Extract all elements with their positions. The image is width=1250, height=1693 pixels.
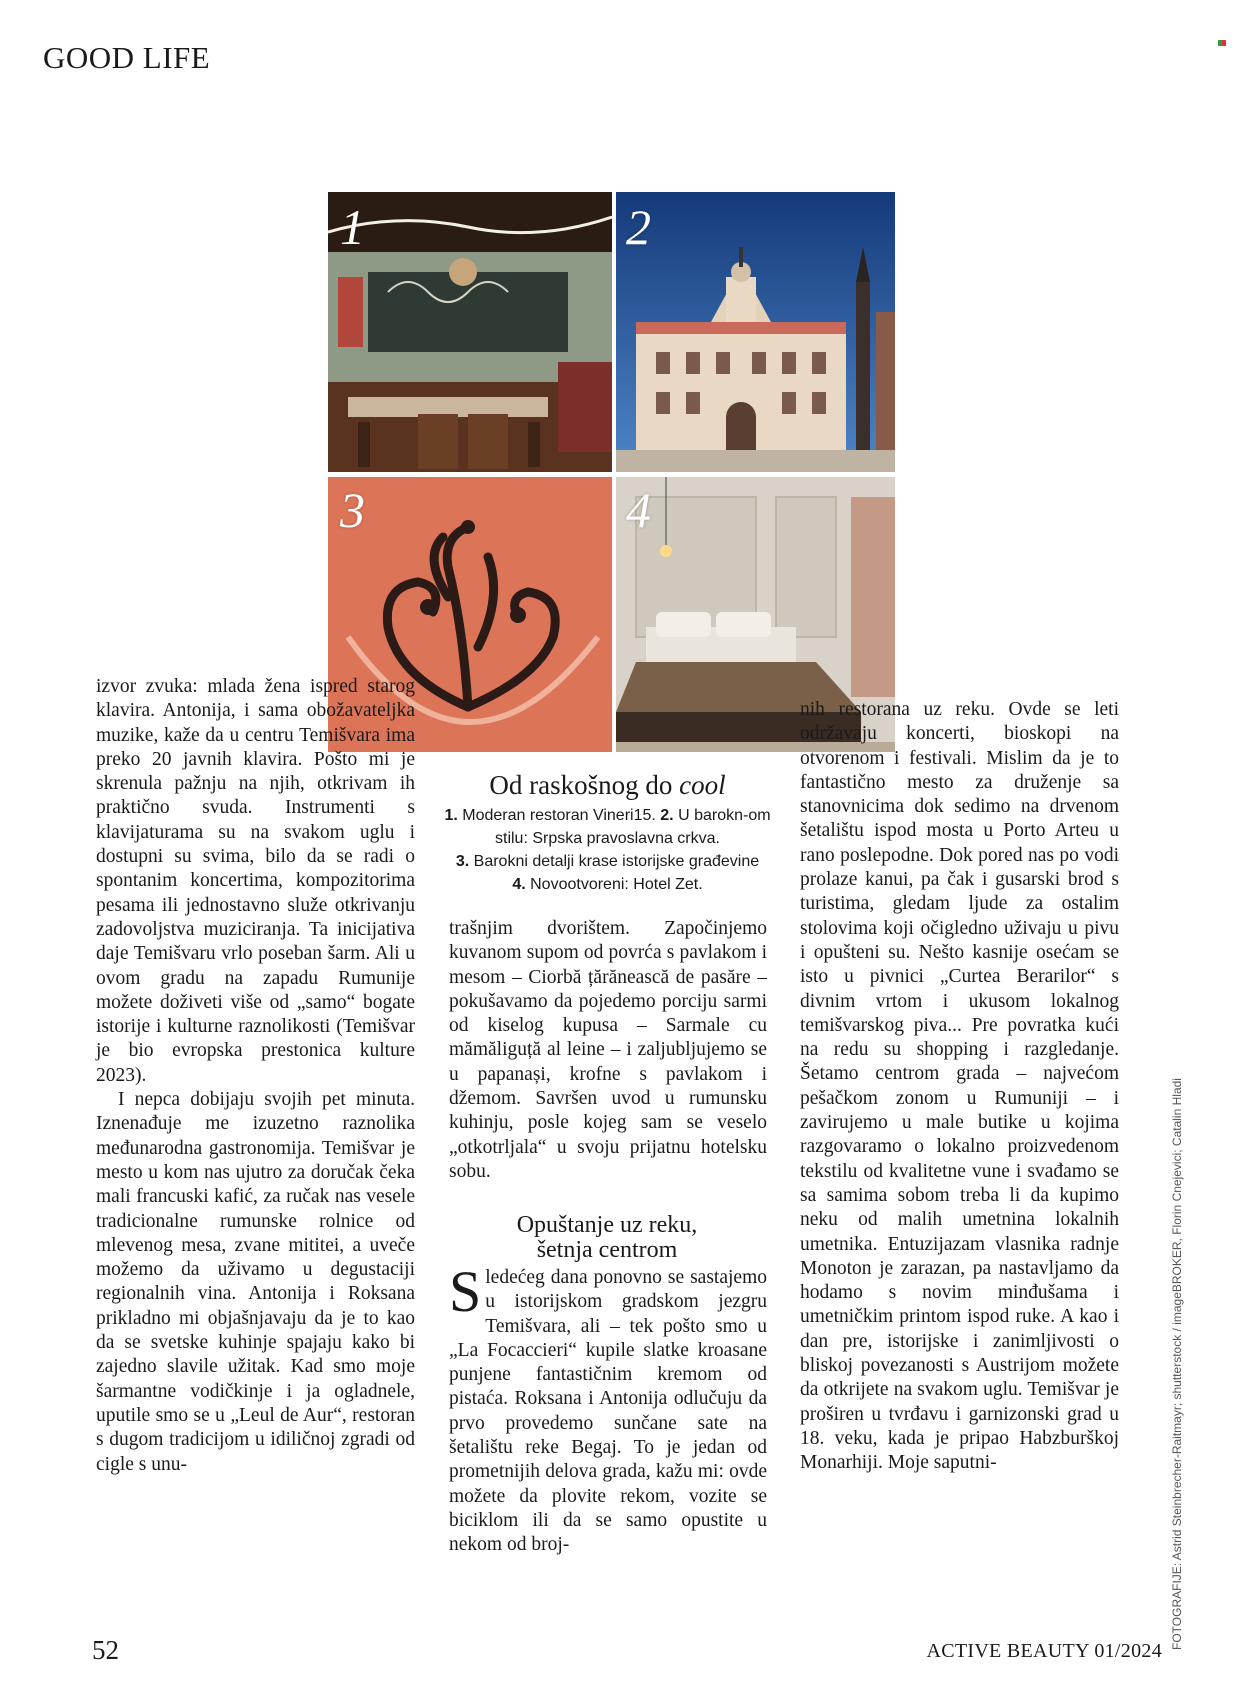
article-paragraph: I nepca dobijaju svojih pet minuta. Iznenađuje me izuzetno raznolika međunarodna gastronomija. Temišvar je mesto u kom nas ujutro za doručak čeka mali francuski kafić, za ručak nas vesele tradicionalne rumunske rolnice od mlevenog mesa, zvane mititei, a uveče možemo da uživamo u degustaciji regionalnih vina. Antonija i Roksana prikladno mi objašnjavaju da je to kao da se svetske kuhinje spajaju kako bi zajedno slavile užitak. Kad smo moje šarmantne vodičkinje i ja ogladnele, uputile smo se u „Leul de Aur“, restoran s dugom tradicijom u idiličnoj zgradi od cigle s unu- — [96, 1089, 415, 1475]
orthodox-church-photo — [616, 192, 895, 472]
photo-restaurant — [328, 192, 612, 472]
article-column-1 — [96, 675, 415, 1477]
photo-church — [616, 192, 895, 472]
photo-number: 2 — [626, 199, 651, 255]
article-subhead: Opuštanje uz reku, šetnja centrom — [516, 1212, 698, 1263]
corner-mark-icon — [1218, 33, 1227, 39]
drop-cap: S — [449, 1259, 482, 1324]
article-column-2 — [449, 917, 767, 1184]
photo-caption — [435, 770, 780, 896]
article-column-3 — [800, 698, 1119, 1476]
article-paragraph: izvor zvuka: mlada žena ispred starog klavira. Antonija, i sama obožavateljka muzike, kaže da u centru Temišvara ima preko 20 javnih klavira. Pošto mi je skrenula pažnju na njih, otkrivam ih praktično svuda. Instrumenti s klavijaturama su na svakom uglu i dostupni su svima, bilo da se radi o spontanim koncertima, kompozitorima pesama ili jednostavno služe otkrivanju zadovoljstva muziciranja. Ta inicijativa daje Temišvaru vrlo poseban šarm. Ali u ovom gradu na zapadu Rumunije možete doživeti više od „samo“ bogate istorije i kulturne raznolikosti (Temišvar je bio evropska prestonica kulture 2023). — [96, 676, 415, 1086]
article-paragraph: trašnjim dvorištem. Započinjemo kuvanom supom od povrća s pavlakom i mesom – Ciorbă țărănească de pasăre – pokušavamo da pojedemo porciju sarmi od kiselog kupusa – Sarmale cu mămăliguță al leine – i zaljubljujemo se u papanași, krofne s pavlakom i džemom. Savršen uvod u rumunsku kuhinju, posle kojeg sam se veselo „otkotrljala“ u svoju prijatnu hotelsku sobu. — [449, 918, 767, 1182]
caption-title: Od raskošnog do cool — [489, 770, 726, 800]
photo-credits: FOTOGRAFIJE: Astrid Steinbrecher-Raitmayr; shutterstock / imageBROKER, Florin Cnejevici; Catalin Hladi — [1170, 1078, 1184, 1650]
article-paragraph: nih restorana uz reku. Ovde se leti održavaju koncerti, bioskopi na otvorenom i festivali. Mislim da je to fantastično mesto za druženje sa stanovnicima dok sedimo na drvenom šetalištu ispod mosta u Porto Arteu u rano poslepodne. Dok pored nas po vodi prolaze kanui, pa čak i gusarski brod s turistima, gledam ljude za ostalim stolovima koji očigledno uživaju u pivu i opušteni su. Nešto kasnije osećam se isto u pivnici „Curtea Berarilor“ s divnim vrtom i ukusom lokalnog temišvarskog piva... Pre povratka kući na redu su shopping i razgledanje. Šetamo centrom grada – najvećom pešačkom zonom u Rumuniji – i zavirujemo u male butike u kojima razgovaramo o lokalno proizvedenom tekstilu od kvalitetne vune i svađamo se sa samima sobom treba li da kupimo neku od malih umetnina lokalnih umetnika. Entuzijazam vlasnika radnje Monoton je zarazan, pa nastavljamo da hodamo s novim minđušama i umetničkim printom ispod ruke. A kao i dan pre, istorijske i zanimljivosti o bliskoj povezanosti s Austrijom možete da otkrijete na svakom uglu. Temišvar je proširen u tvrđavu i garnizonski grad u 18. veku, kada je pripao Habzburškoj Monarhiji. Moje saputni- — [800, 699, 1119, 1474]
caption-title-italic: cool — [679, 770, 726, 800]
article-column-2b — [449, 1259, 767, 1558]
page-number: 52 — [92, 1635, 119, 1665]
section-label: GOOD LIFE — [43, 40, 211, 75]
caption-list: 1. Moderan restoran Vineri15. 2. U barokn-om stilu: Srpska pravoslavna crkva. 3. Barokni detalji krase istorijske građevine 4. Novootvoreni: Hotel Zet. — [444, 807, 771, 893]
photo-number: 1 — [340, 199, 365, 255]
article-paragraph: Sledećeg dana ponovno se sastajemo u istorijskom gradskom jezgru Temišvara, ali – tek pošto smo u „La Focaccieri“ kupile slatke kroasane punjene fantastičnim kremom od pistaća. Roksana i Antonija odlučuju da prvo provedemo sunčane sate na šetalištu reke Begaj. To je jedan od prometnijih delova grada, kažu mi: ovde možete da plovite rekom, vozite se biciklom ili da se samo opustite u nekom od broj- — [449, 1259, 767, 1556]
photo-number: 4 — [626, 482, 651, 538]
magazine-issue: ACTIVE BEAUTY 01/2024 — [926, 1640, 1162, 1662]
restaurant-interior-photo — [328, 192, 612, 472]
photo-number: 3 — [340, 482, 365, 538]
